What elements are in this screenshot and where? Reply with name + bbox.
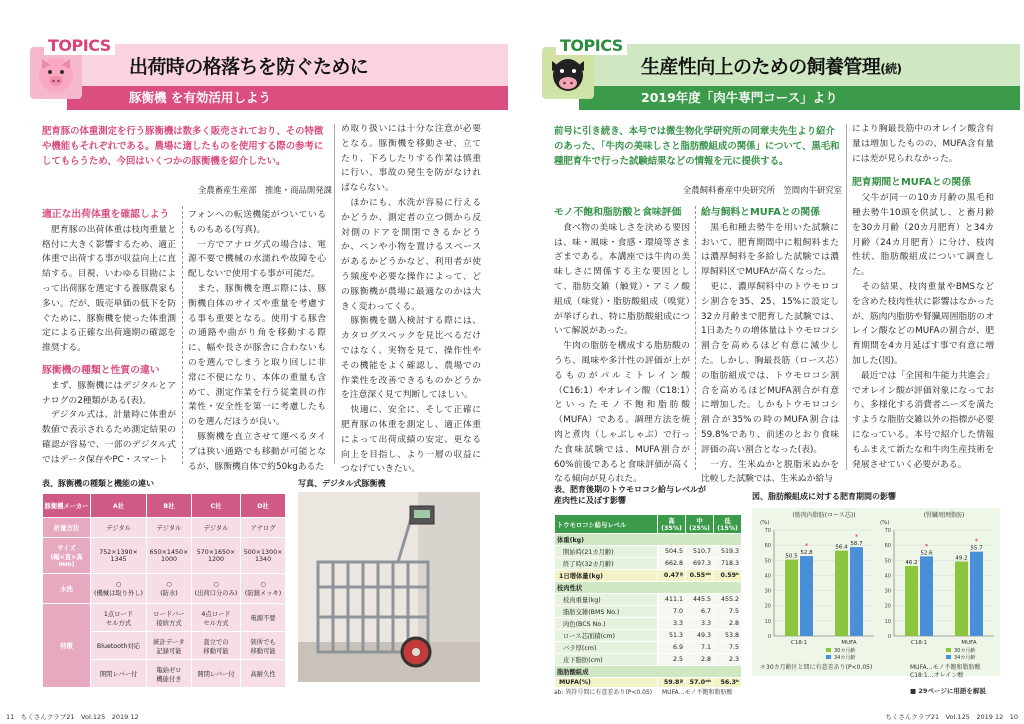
table-cell: 519.3 <box>714 546 742 558</box>
x-tick-label: C18:1 <box>790 640 808 646</box>
table-cell: 4点ロード セル方式 <box>191 604 240 632</box>
table-cell: ○ (機械は取り外し) <box>91 574 147 604</box>
header-cell: 低(15%) <box>714 515 742 534</box>
table-row <box>555 654 742 666</box>
y-tick-label: 10 <box>884 618 891 625</box>
table-note-abbr: MUFA…モノ不飽和脂肪酸 <box>662 689 733 696</box>
panel-title: (腎臓周囲脂肪) <box>923 512 965 519</box>
table-cell: 57.0ᵃᵇ <box>686 678 714 688</box>
title-main: 生産性向上のための飼養管理 <box>641 56 881 78</box>
legend-label: 34カ月齢 <box>954 655 976 661</box>
legend-label: 30カ月齢 <box>954 648 976 654</box>
table-cell: ロードバー 接続方式 <box>147 604 192 632</box>
table-caption: 表、豚衡機の種類と機能の違い <box>42 479 154 488</box>
row-label: MUFA(%) <box>555 678 658 688</box>
abbr-mufa: MUFA…モノ不飽和脂肪酸 <box>910 664 981 671</box>
legend-swatch <box>946 648 951 652</box>
article-subtitle: 豚衡機 を有効活用しよう <box>129 90 271 105</box>
table-row <box>43 604 286 632</box>
heading-period-mufa: 肥育期間とMUFAとの関係 <box>852 177 972 189</box>
author: 全農飼料畜産中央研究所 笠間肉牛研究室 <box>682 185 842 195</box>
row-label: バラ厚(cm) <box>555 642 658 654</box>
glossary-note <box>910 686 986 695</box>
table-cell: 59.8ª <box>658 678 686 688</box>
table-cell: 3.3 <box>686 618 714 630</box>
data-label: 50.5 <box>785 553 798 560</box>
x-tick-label: MUFA <box>841 640 857 646</box>
table-note-significance: ab: 異符号間に有意差あり(P<0.05) <box>554 689 653 696</box>
table-cell: 49.3 <box>686 630 714 642</box>
y-axis-label: (%) <box>760 520 770 526</box>
legend-label: 34カ月齢 <box>834 655 856 661</box>
table-cell: 開閉レバー付 <box>91 660 147 688</box>
table-cell: 662.8 <box>658 558 686 570</box>
table-cell: ○ (防水) <box>147 574 192 604</box>
legend-swatch <box>826 655 831 659</box>
paragraph-2: まず、豚衡機にはデジタルとアナログの2種類がある(表)。 デジタル式は、計量時に体重が数値で表示されるため測定結果の確認が容易で、一部のデジタル式ではデータ保存やPC・スマート <box>42 380 176 465</box>
panel-title: (筋肉内脂肪(ロース芯)) <box>792 512 856 519</box>
column-2 <box>701 204 839 485</box>
column-divider <box>182 206 183 464</box>
column-1 <box>554 204 690 485</box>
table-cell: アナログ <box>241 518 286 538</box>
page-folio: 11 ちくさんクラブ21 Vol.125 2019 12 <box>6 713 139 721</box>
table-cell: 2.5 <box>658 654 686 666</box>
bar <box>785 560 798 636</box>
table-cell: 0.55ᵃᵇ <box>686 570 714 582</box>
bar <box>970 552 983 636</box>
y-axis-label: (%) <box>880 520 890 526</box>
column-3 <box>852 122 994 472</box>
table-cell: 0.59ᵇ <box>714 570 742 582</box>
y-tick-label: 50 <box>884 558 891 565</box>
table-cell: 53.8 <box>714 630 742 642</box>
right-page <box>512 0 1024 724</box>
table-cell: ○ (防錆メッキ) <box>241 574 286 604</box>
legend-label: 30カ月齢 <box>834 648 856 654</box>
table-cell: 3.3 <box>658 618 686 630</box>
x-tick-label: MUFA <box>961 640 977 646</box>
photo-caption: 写真、デジタル式豚衡機 <box>298 479 386 488</box>
title-band <box>67 44 508 110</box>
table-row <box>555 558 742 570</box>
paragraph-1: 肥育豚の出荷体重は枝肉重量と格付に大きく影響するため、適正体重で出荷する事が収益向上に直結する。目視、いわゆる目勘によって出荷豚を選定する養豚農家も多い。だが、販売単価の低下を防ぐために、豚衡機を使った体重測定による正確な出荷適期の確認を推奨する。 <box>42 224 176 354</box>
row-label: ロース芯面積(cm) <box>555 630 658 642</box>
data-label: 49.2 <box>955 555 968 562</box>
y-tick-label: 30 <box>764 588 771 595</box>
table-cell: 445.5 <box>686 594 714 606</box>
article-title <box>641 52 901 79</box>
table-row <box>43 518 286 538</box>
legend-swatch <box>946 655 951 659</box>
y-tick-label: 60 <box>884 543 891 550</box>
table-cell: Bluetooth対応 <box>91 632 147 660</box>
header-cell: 中(25%) <box>686 515 714 534</box>
article-subtitle: 2019年度「肉牛専門コース」より <box>641 90 838 105</box>
table-cell: 697.3 <box>686 558 714 570</box>
y-tick-label: 20 <box>764 603 771 610</box>
page-folio: ちくさんクラブ21 Vol.125 2019 12 10 <box>885 713 1018 721</box>
table-cell: 504.5 <box>658 546 686 558</box>
table-cell: 狭所でも 移動可能 <box>241 632 286 660</box>
table-cell: 高耐久性 <box>241 660 286 688</box>
table-row <box>555 546 742 558</box>
header-cell: C社 <box>191 494 240 518</box>
header-cell: B社 <box>147 494 192 518</box>
row-label: 脂肪交雑(BMS No.) <box>555 606 658 618</box>
heading-feed-mufa: 給与飼料とMUFAとの関係 <box>701 207 821 218</box>
data-label: 52.8 <box>800 550 813 557</box>
table-cell: 411.1 <box>658 594 686 606</box>
table-cell: 6.7 <box>686 606 714 618</box>
chart-footnote: ＊30カ月齢区と間に有意差あり(P<0.05) <box>760 664 873 671</box>
table-row <box>555 570 742 582</box>
data-label: 52.6 <box>920 550 933 557</box>
data-label: 56.4 <box>835 544 848 551</box>
topics-tag: TOPICS <box>44 37 115 55</box>
section-label: 体重(kg) <box>555 534 742 546</box>
y-tick-label: 10 <box>764 618 771 625</box>
heading-proper-weight: 適正な出荷体重を確認しよう <box>42 209 170 220</box>
table-cell: 455.2 <box>714 594 742 606</box>
fatty-acid-chart <box>752 508 1000 676</box>
table-cell: デジタル <box>91 518 147 538</box>
y-tick-label: 50 <box>764 558 771 565</box>
column-divider <box>846 124 847 470</box>
table-cell: 570×1650× 1200 <box>191 538 240 574</box>
data-label: 46.2 <box>905 560 918 567</box>
table-cell: 7.5 <box>714 642 742 654</box>
table-row <box>43 538 286 574</box>
header-cell: トウモロコシ給与レベル <box>555 515 658 534</box>
row-label: 枝肉重量(kg) <box>555 594 658 606</box>
y-tick-label: 70 <box>764 528 771 534</box>
chart-area <box>752 508 1000 676</box>
data-label: 55.7 <box>970 545 983 552</box>
title-suffix: (続) <box>880 62 902 76</box>
header-cell: 豚衡機メーカー <box>43 494 91 518</box>
bar <box>920 556 933 636</box>
significance-mark: * <box>804 542 809 551</box>
data-label: 58.7 <box>850 541 863 548</box>
bar <box>835 551 848 636</box>
table-row <box>43 574 286 604</box>
section-label: 枝肉性状 <box>555 582 742 594</box>
square-icon: ■ <box>910 687 919 695</box>
table-row <box>555 630 742 642</box>
row-label: 開始時(21カ月齢) <box>555 546 658 558</box>
y-tick-label: 40 <box>884 573 891 580</box>
abbr-c181: C18:1…オレイン酸 <box>910 672 964 679</box>
table-row <box>555 534 742 546</box>
table-header-row <box>555 515 742 534</box>
author: 全農畜産生産部 推進・商品開発課 <box>198 185 332 195</box>
row-label: 水洗 <box>43 574 91 604</box>
table-cell: 7.5 <box>714 606 742 618</box>
table-row <box>555 594 742 606</box>
article-title: 出荷時の格落ちを防ぐために <box>129 56 369 78</box>
bar <box>955 561 968 636</box>
paragraph-3a: により胸最長筋中のオレイン酸含有量は増加したものの、MUFA含有量には差が見られなかった。 <box>852 124 994 164</box>
table-cell: 7.0 <box>658 606 686 618</box>
table-row <box>555 678 742 688</box>
column-1 <box>42 204 176 468</box>
section-label: 脂肪酸組成 <box>555 666 742 678</box>
significance-mark: * <box>854 533 859 542</box>
lead-text: 前号に引き続き、本号では微生物化学研究所の同章夫先生より紹介のあった、「牛肉の美味しさと脂肪酸組成の関係」について、黒毛和種肥育牛で行った試験結果などの情報を元に提供する。 <box>554 126 840 167</box>
chart-caption: 図、脂肪酸組成に対する肥育期間の影響 <box>752 492 896 501</box>
glossary-text: 29ページに用語を解説 <box>918 687 986 695</box>
table-cell: 2.8 <box>714 618 742 630</box>
row-label: 特徴 <box>43 604 91 688</box>
table-cell: 亀始ゼロ 機能付き <box>147 660 192 688</box>
table-cell: 500×1300× 1340 <box>241 538 286 574</box>
column-2: フォンへの転送機能がついているものもある(写真)。 一方でアナログ式の場合は、電源不要で機械の水濡れや故障を心配しないで使用する事が可能だ。 また、豚衡機を選ぶ際には、豚衡機自体のサイズや重量を考慮する事も重要となる。使用する豚舎の通路や曲がり角を移動する際に、幅や長さが豚舎に合わないものを選んでしまうと取り回しに非常に不便になり、本体の重量も含めて、測定作業を行う従業員の作業性・安全性を第一に考慮したものを選んだほうが良い。 豚衡機を直立させて運べるタイプは狭い通路でも移動が可能となるが、豚衡機自体で約50kgあるた <box>188 210 326 472</box>
legend-swatch <box>826 648 831 652</box>
row-label: 計量方法 <box>43 518 91 538</box>
table-row <box>555 606 742 618</box>
table-cell: 6.9 <box>658 642 686 654</box>
table-cell: 開閉レバー付 <box>191 660 240 688</box>
table-row <box>555 666 742 678</box>
bar <box>800 556 813 636</box>
column-divider <box>334 124 335 464</box>
table-caption: 表、肥育後期のトウモロコシ給与レベルが 産肉性に及ぼす影響 <box>554 485 706 505</box>
table-cell: 2.3 <box>714 654 742 666</box>
table-cell: 752×1390× 1345 <box>91 538 147 574</box>
table-cell: 51.3 <box>658 630 686 642</box>
row-label: サイズ (幅×直×高mm) <box>43 538 91 574</box>
header-cell: A社 <box>91 494 147 518</box>
table-cell: 統計データ 記録可能 <box>147 632 192 660</box>
table-row <box>555 642 742 654</box>
table-cell: 718.3 <box>714 558 742 570</box>
heading-types: 豚衡機の種類と性質の違い <box>42 364 160 376</box>
table-cell: 1点ロード セル方式 <box>91 604 147 632</box>
table-cell: 56.3ᵇ <box>714 678 742 688</box>
row-label: 1日増体量(kg) <box>555 570 658 582</box>
row-label: 終了時(32カ月齢) <box>555 558 658 570</box>
corn-level-table <box>554 514 742 688</box>
scale-comparison-table <box>42 493 286 688</box>
table-cell: 7.1 <box>686 642 714 654</box>
table-cell: 510.7 <box>686 546 714 558</box>
heading-mufa-taste: モノ不飽和脂肪酸と食味評価 <box>554 207 682 218</box>
table-row <box>555 618 742 630</box>
table-cell: ○ (出荷口分のみ) <box>191 574 240 604</box>
row-label: 皮下脂肪(cm) <box>555 654 658 666</box>
y-tick-label: 40 <box>764 573 771 580</box>
paragraph-2: 黒毛和種去勢牛を用いた試験において、肥育期間中に粗飼料または濃厚飼料を多給した試験では濃厚飼料区でMUFAが高くなった。 更に、濃厚飼料中のトウモロコシ割合を35、25、15%に設定し32カ月齢まで肥育した試験では、1日あたりの増体量はトウモロコシ割合を高めるほど有意に減少した。しかし、胸最長筋（ロース芯）の脂肪組成では、トウモロコシ割合を高めるほどMUFA割合が有意に増加した。しかもトウモロコシ割合が35%の時のMUFA割合は59.8%であり、前述のとおり食味評価の高い割合となった(表)。 一方、生米ぬかと脱脂米ぬかを比較した試験では、生米ぬか給与 <box>701 222 839 485</box>
y-tick-label: 0 <box>767 634 771 640</box>
table-cell: 2.8 <box>686 654 714 666</box>
significance-mark: * <box>974 537 979 546</box>
paragraph-1: 食べ物の美味しさを決める要因は、味・風味・食感・環境等さまざまである。本講座では牛肉の美味しさに関係する主な要因として、脂肪交雑（触覚）・アミノ酸組成（味覚）・脂肪酸組成（嗅覚）が挙げられ、特に脂肪酸組成について解説があった。 牛肉の脂肪を構成する脂肪酸のうち、風味や多汁性の評価が上がるものがパルミトレイン酸（C16:1）やオレイン酸（C18:1）といったモノ不飽和脂肪酸（MUFA）である。調理方法を焼肉と煮肉（しゃぶしゃぶ）で行った食味試験では、MUFA割合が60%前後であると食味評価が高くなる傾向が見られた。 <box>554 222 690 485</box>
table-cell: 650×1450× 1000 <box>147 538 192 574</box>
header-cell: D社 <box>241 494 286 518</box>
title-band <box>579 44 1020 110</box>
paragraph-3b: 父牛が同一の10カ月齢の黒毛和種去勢牛10頭を供試し、と畜月齢を30カ月齢（20カ月肥育）と34カ月齢（24カ月肥育）に分け、枝肉性状、脂肪酸組成について調査した。 その結果、枝肉重量やBMSなどを含めた枝肉性状に影響はなかったが、筋肉内脂肪や腎臓周囲脂肪のオレイン酸などのMUFAの割合が、肥育期間を4カ月延ばす事で有意に増加した(図)。 最近では「全国和牛能力共進会」でオレイン酸が評価対象になっており、多様化する消費者ニーズを満たすような脂肪交雑以外の指標が必要になっている。本号で紹介した情報もふまえて新たな和牛肉生産技術を発展させていく必要がある。 <box>852 193 994 470</box>
pig-scale-photo <box>298 492 480 682</box>
y-tick-label: 30 <box>884 588 891 595</box>
y-tick-label: 60 <box>764 543 771 550</box>
table-row <box>555 582 742 594</box>
y-tick-label: 70 <box>884 528 891 534</box>
y-tick-label: 0 <box>887 634 891 640</box>
column-3: め取り扱いには十分な注意が必要となる。豚衡機を移動させ、立てたり、下ろしたりする作業は慎重に行い、事故の発生を防がなければならない。 ほかにも、水洗が容易に行えるかどうか、測定者の立つ側から反対側のドアを開閉できるかどうか、ペンや小物を置けるスペースがあるかどうかなど、利用者が使う頻度や必要な操作によって、どの豚衡機が農場に最適なのかは大きく変わってくる。 豚衡機を購入検討する際には、カタログスペックを見比べるだけではなく、実物を見て、操作性やその機能をよく確認し、農場での作業性を改善できるものかどうかを注意深く見て判断してほしい。 快適に、安全に、そして正確に肥育豚の体重を測定し、適正体重によって出荷成績の安定、更なる向上を目指し、より一層の収益につなげていきたい。 <box>341 124 481 475</box>
y-tick-label: 20 <box>884 603 891 610</box>
bar <box>850 547 863 636</box>
significance-mark: * <box>924 542 929 551</box>
table-cell: 0.47ª <box>658 570 686 582</box>
column-divider <box>695 206 696 470</box>
header-cell: 高(35%) <box>658 515 686 534</box>
topics-tag: TOPICS <box>556 37 627 55</box>
bar <box>905 566 918 636</box>
x-tick-label: C18:1 <box>910 640 928 646</box>
table-cell: 直立での 移動可能 <box>191 632 240 660</box>
row-label: 肉色(BCS No.) <box>555 618 658 630</box>
table-cell: デジタル <box>147 518 192 538</box>
table-cell: 電源不要 <box>241 604 286 632</box>
table-cell: デジタル <box>191 518 240 538</box>
lead-text: 肥育豚の体重測定を行う豚衡機は数多く販売されており、その特徴や機能もそれぞれである。農場に適したものを使用する際の参考にしてもらうため、今回はいくつかの豚衡機を紹介したい。 <box>42 126 324 167</box>
table-header-row <box>43 494 286 518</box>
